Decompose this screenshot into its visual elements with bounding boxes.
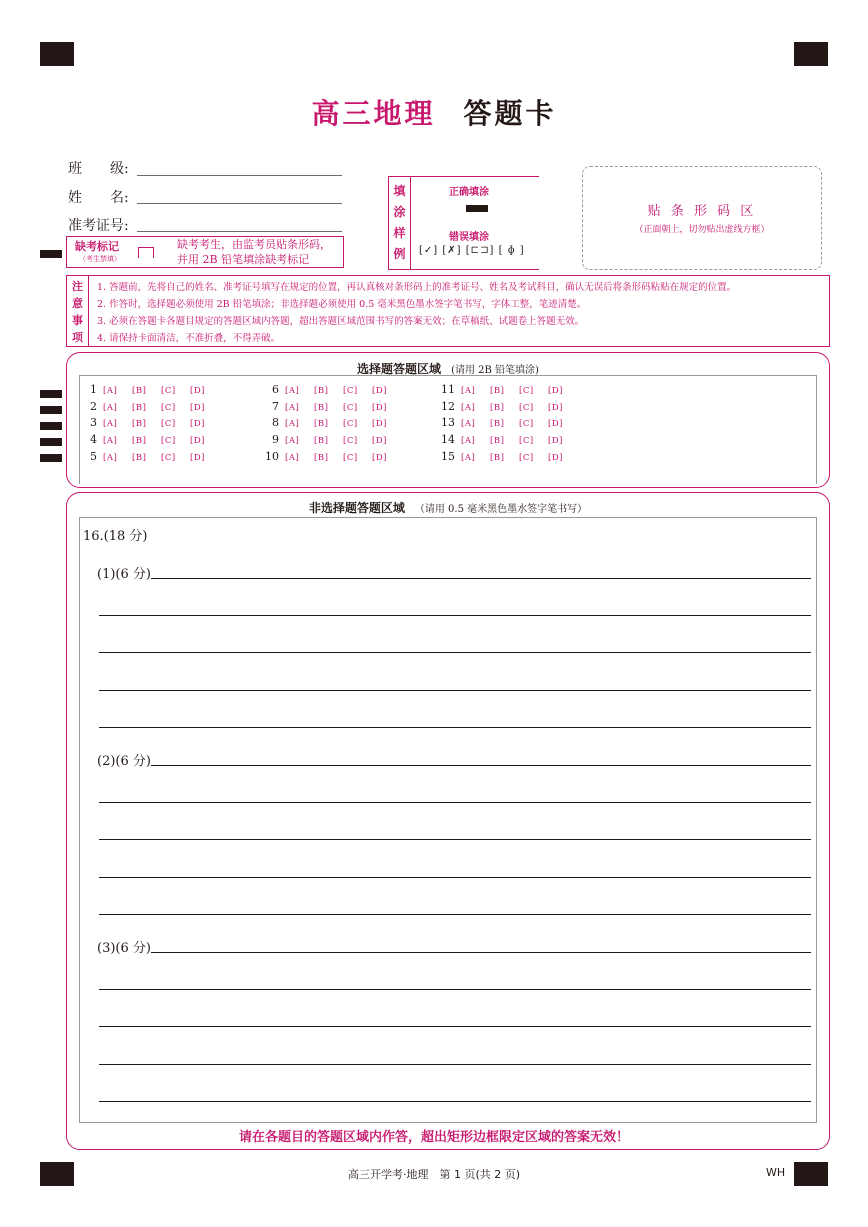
choice-question-number: 3 xyxy=(90,416,97,429)
answer-line[interactable] xyxy=(99,802,811,803)
choice-option-bubble[interactable]: [C] xyxy=(161,403,176,413)
choice-question-row xyxy=(79,416,219,429)
notice-item: 4. 请保持卡面清洁，不准折叠，不得弄破。 xyxy=(97,333,281,344)
choice-option-bubble[interactable]: [D] xyxy=(372,453,387,463)
answer-line[interactable] xyxy=(99,877,811,878)
choice-question-number: 12 xyxy=(441,400,455,413)
free-inner-frame xyxy=(79,517,817,1123)
choice-question-row xyxy=(79,433,219,446)
notice-box xyxy=(66,275,830,347)
choice-question-number: 13 xyxy=(441,416,455,429)
choice-question-number: 14 xyxy=(441,433,455,446)
fill-sample-char: 填 xyxy=(393,184,406,198)
choice-option-bubble[interactable]: [C] xyxy=(161,436,176,446)
choice-option-bubble[interactable]: [A] xyxy=(461,419,476,429)
choice-option-bubble[interactable]: [B] xyxy=(132,436,147,446)
choice-option-bubble[interactable]: [D] xyxy=(548,403,563,413)
fill-sample-char: 涂 xyxy=(393,205,406,219)
wrong-fill-marks: [✓] [✗] [⊏⊐] [ ɸ ] xyxy=(419,245,525,256)
choice-option-bubble[interactable]: [B] xyxy=(490,386,505,396)
choice-question-number: 10 xyxy=(265,450,279,463)
timing-mark xyxy=(40,454,62,462)
choice-option-bubble[interactable]: [A] xyxy=(461,436,476,446)
choice-option-bubble[interactable]: [D] xyxy=(548,453,563,463)
choice-option-bubble[interactable]: [B] xyxy=(132,453,147,463)
choice-option-bubble[interactable]: [B] xyxy=(314,386,329,396)
part-3-heading: (3)(6 分) xyxy=(97,941,151,956)
choice-option-bubble[interactable]: [C] xyxy=(519,386,534,396)
notice-char: 事 xyxy=(72,314,83,327)
choice-option-bubble[interactable]: [C] xyxy=(519,453,534,463)
barcode-title: 贴 条 形 码 区 xyxy=(647,204,757,219)
choice-option-bubble[interactable]: [C] xyxy=(161,386,176,396)
choice-question-row xyxy=(437,383,577,396)
choice-option-bubble[interactable]: [A] xyxy=(461,453,476,463)
choice-question-row xyxy=(79,383,219,396)
answer-line[interactable] xyxy=(151,952,811,953)
notice-char: 意 xyxy=(72,297,83,310)
choice-question-row xyxy=(437,433,577,446)
timing-mark xyxy=(40,422,62,430)
choice-option-bubble[interactable]: [C] xyxy=(343,386,358,396)
choice-option-bubble[interactable]: [D] xyxy=(372,436,387,446)
choice-question-row xyxy=(437,400,577,413)
choice-question-number: 6 xyxy=(272,383,279,396)
choice-option-bubble[interactable]: [B] xyxy=(132,419,147,429)
choice-option-bubble[interactable]: [A] xyxy=(103,453,118,463)
answer-line[interactable] xyxy=(99,652,811,653)
choice-option-bubble[interactable]: [B] xyxy=(490,419,505,429)
timing-mark xyxy=(40,406,62,414)
choice-option-bubble[interactable]: [C] xyxy=(343,419,358,429)
choice-option-bubble[interactable]: [D] xyxy=(372,403,387,413)
answer-line[interactable] xyxy=(99,1064,811,1065)
notice-label xyxy=(67,276,89,346)
choice-question-row xyxy=(79,400,219,413)
choice-question-row xyxy=(261,433,401,446)
choice-option-bubble[interactable]: [A] xyxy=(285,403,300,413)
choice-answer-panel xyxy=(66,352,830,488)
choice-subtitle: (请用 2B 铅笔填涂) xyxy=(451,365,539,376)
name-field[interactable] xyxy=(137,203,342,204)
choice-option-bubble[interactable]: [B] xyxy=(490,453,505,463)
choice-option-bubble[interactable]: [D] xyxy=(190,403,205,413)
choice-option-bubble[interactable]: [B] xyxy=(132,403,147,413)
choice-option-bubble[interactable]: [C] xyxy=(343,453,358,463)
corner-mark-top-right xyxy=(794,42,828,66)
absent-text-line-2: 并用 2B 铅笔填涂缺考标记 xyxy=(177,253,310,266)
choice-question-number: 11 xyxy=(441,383,455,396)
fill-sample-box xyxy=(388,176,539,270)
choice-option-bubble[interactable]: [C] xyxy=(343,403,358,413)
page-footer: 高三开学考·地理 第 1 页(共 2 页) xyxy=(347,1168,521,1181)
choice-question-row xyxy=(437,450,577,463)
choice-option-bubble[interactable]: [B] xyxy=(132,386,147,396)
choice-option-bubble[interactable]: [A] xyxy=(285,419,300,429)
choice-title: 选择题答题区域 xyxy=(357,362,442,376)
choice-question-number: 2 xyxy=(90,400,97,413)
choice-option-bubble[interactable]: [B] xyxy=(314,419,329,429)
correct-fill-mark xyxy=(466,205,488,212)
class-field[interactable] xyxy=(137,175,342,176)
barcode-subtitle: （正面朝上，切勿贴出虚线方框） xyxy=(634,225,770,235)
choice-question-number: 9 xyxy=(272,433,279,446)
choice-question-number: 5 xyxy=(90,450,97,463)
fill-sample-char: 例 xyxy=(393,247,406,261)
choice-option-bubble[interactable]: [A] xyxy=(103,436,118,446)
part-1-heading: (1)(6 分) xyxy=(97,567,151,582)
correct-fill-label: 正确填涂 xyxy=(449,187,489,198)
class-label: 班 级: xyxy=(68,161,129,177)
choice-question-number: 1 xyxy=(90,383,97,396)
answer-line[interactable] xyxy=(99,690,811,691)
page-title xyxy=(0,92,868,132)
choice-option-bubble[interactable]: [D] xyxy=(548,436,563,446)
choice-question-row xyxy=(437,416,577,429)
choice-option-bubble[interactable]: [C] xyxy=(343,436,358,446)
corner-mark-top-left xyxy=(40,42,74,66)
choice-option-bubble[interactable]: [C] xyxy=(161,453,176,463)
free-subtitle: （请用 0.5 毫米黑色墨水签字笔书写） xyxy=(414,504,588,515)
absent-checkbox[interactable] xyxy=(138,247,154,258)
answer-line[interactable] xyxy=(99,1026,811,1027)
choice-option-bubble[interactable]: [A] xyxy=(461,386,476,396)
choice-option-bubble[interactable]: [A] xyxy=(103,386,118,396)
card-title: 答题卡 xyxy=(463,97,557,130)
timing-mark xyxy=(40,250,62,258)
free-panel-title xyxy=(67,499,829,516)
choice-question-number: 8 xyxy=(272,416,279,429)
choice-option-bubble[interactable]: [B] xyxy=(490,436,505,446)
free-answer-panel xyxy=(66,492,830,1150)
notice-item: 1. 答题前，先将自己的姓名、准考证号填写在规定的位置，再认真核对条形码上的准考证号、姓名及考试科目，确认无误后将条形码粘贴在规定的位置。 xyxy=(97,282,737,293)
question-16-heading: 16.(18 分) xyxy=(83,529,148,544)
answer-line[interactable] xyxy=(99,989,811,990)
choice-option-bubble[interactable]: [A] xyxy=(285,386,300,396)
choice-option-bubble[interactable]: [D] xyxy=(548,386,563,396)
choice-question-row xyxy=(261,383,401,396)
choice-question-number: 4 xyxy=(90,433,97,446)
choice-option-bubble[interactable]: [B] xyxy=(314,453,329,463)
choice-option-bubble[interactable]: [C] xyxy=(161,419,176,429)
choice-option-bubble[interactable]: [A] xyxy=(103,419,118,429)
absent-mark-box xyxy=(66,236,344,268)
choice-option-bubble[interactable]: [C] xyxy=(519,403,534,413)
choice-option-bubble[interactable]: [D] xyxy=(372,386,387,396)
choice-option-bubble[interactable]: [A] xyxy=(285,453,300,463)
answer-line[interactable] xyxy=(99,727,811,728)
answer-line[interactable] xyxy=(151,765,811,766)
choice-option-bubble[interactable]: [B] xyxy=(490,403,505,413)
footer-code: WH xyxy=(766,1166,786,1179)
choice-option-bubble[interactable]: [A] xyxy=(461,403,476,413)
notice-item: 3. 必须在答题卡各题目规定的答题区域内答题，超出答题区域范围书写的答案无效；在草稿纸、试题卷上答题无效。 xyxy=(97,316,585,327)
choice-question-row xyxy=(261,416,401,429)
answer-line[interactable] xyxy=(99,615,811,616)
name-label: 姓 名: xyxy=(68,190,129,206)
absent-label: 缺考标记 xyxy=(75,240,119,253)
notice-item: 2. 作答时，选择题必须使用 2B 铅笔填涂；非选择题必须使用 0.5 毫米黑色墨水签字笔书写，字体工整，笔迹清楚。 xyxy=(97,299,587,310)
notice-char: 注 xyxy=(72,280,83,293)
subject-title: 高三地理 xyxy=(311,97,436,130)
choice-question-number: 15 xyxy=(441,450,455,463)
answer-line[interactable] xyxy=(99,839,811,840)
absent-sub-label: （考生禁填） xyxy=(79,255,121,263)
choice-option-bubble[interactable]: [D] xyxy=(190,386,205,396)
answer-line[interactable] xyxy=(99,1101,811,1102)
fill-sample-char: 样 xyxy=(393,226,406,240)
choice-question-row xyxy=(261,400,401,413)
exam-number-field[interactable] xyxy=(137,231,342,232)
choice-option-bubble[interactable]: [C] xyxy=(519,419,534,429)
footer-warning: 请在各题目的答题区域内作答，超出矩形边框限定区域的答案无效！ xyxy=(238,1130,629,1145)
choice-question-number: 7 xyxy=(272,400,279,413)
choice-option-bubble[interactable]: [D] xyxy=(190,453,205,463)
part-2-heading: (2)(6 分) xyxy=(97,754,151,769)
free-title: 非选择题答题区域 xyxy=(308,501,405,515)
choice-option-bubble[interactable]: [C] xyxy=(519,436,534,446)
choice-option-bubble[interactable]: [D] xyxy=(190,436,205,446)
choice-option-bubble[interactable]: [D] xyxy=(372,419,387,429)
choice-option-bubble[interactable]: [B] xyxy=(314,436,329,446)
answer-line[interactable] xyxy=(99,914,811,915)
choice-option-bubble[interactable]: [D] xyxy=(548,419,563,429)
fill-sample-label xyxy=(389,177,411,269)
choice-option-bubble[interactable]: [A] xyxy=(285,436,300,446)
absent-text-line-1: 缺考考生，由监考员贴条形码， xyxy=(177,238,331,251)
exam-number-label: 准考证号: xyxy=(68,218,129,234)
timing-mark xyxy=(40,390,62,398)
choice-question-row xyxy=(261,450,401,463)
absent-instructions xyxy=(177,237,331,267)
choice-option-bubble[interactable]: [B] xyxy=(314,403,329,413)
wrong-fill-label: 错误填涂 xyxy=(449,232,489,243)
choice-option-bubble[interactable]: [D] xyxy=(190,419,205,429)
notice-char: 项 xyxy=(72,331,83,344)
timing-mark xyxy=(40,438,62,446)
choice-question-row xyxy=(79,450,219,463)
answer-line[interactable] xyxy=(151,578,811,579)
barcode-area xyxy=(582,166,822,270)
choice-option-bubble[interactable]: [A] xyxy=(103,403,118,413)
